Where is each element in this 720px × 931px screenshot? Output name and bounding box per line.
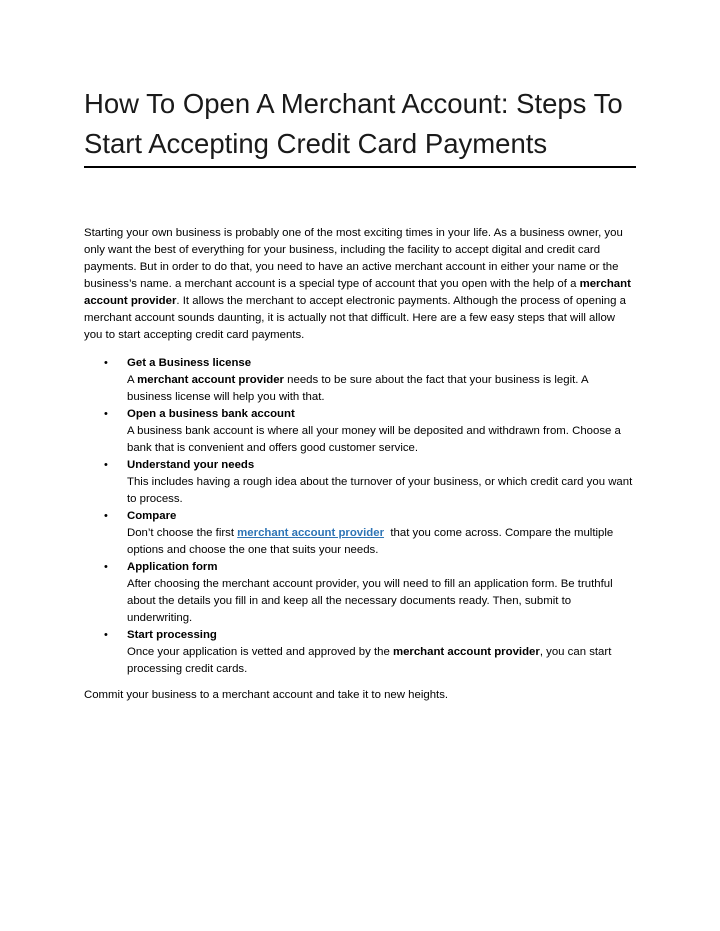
- step-description: This includes having a rough idea about the turnover of your business, or which credit card you want to process.: [127, 476, 633, 505]
- list-item: [84, 627, 636, 678]
- step-desc-bold: merchant account provider: [392, 646, 540, 658]
- bullet-icon: •: [104, 459, 108, 471]
- intro-text-2: . It allows the merchant to accept electronic payments. Although the process of opening a merchant account sounds daunting, it is actually not that difficult. Here are a few easy steps that will allow you to start accepting credit card payments.: [84, 295, 626, 341]
- list-item: [84, 508, 636, 559]
- bullet-icon: •: [104, 510, 108, 522]
- list-item: [84, 355, 636, 406]
- bullet-icon: •: [104, 357, 108, 369]
- step-desc-text: needs to be sure about the fact that your business is legit. A business license will help you with that.: [127, 374, 588, 403]
- bullet-icon: •: [104, 408, 108, 420]
- intro-text-1: Starting your own business is probably one of the most exciting times in your life. As a business owner, you only want the best of everything for your business, including the facility to accept digital and credit card payments. But in order to do that, you need to have an active merchant account in either your name or the business’s name. a merchant account is a special type of account that you open with the help of a: [84, 227, 623, 290]
- intro-paragraph: [84, 225, 636, 344]
- title-underline: [84, 166, 636, 168]
- step-description: [127, 644, 636, 678]
- step-description: After choosing the merchant account provider, you will need to fill an application form. Be truthful about the details you fill in and keep all the necessary documents ready. Then, submit to underwriting.: [127, 578, 613, 624]
- bullet-icon: •: [104, 561, 108, 573]
- step-description: A business bank account is where all your money will be deposited and withdrawn from. Choose a bank that is convenient and offers good customer service.: [127, 425, 621, 454]
- step-desc-text: , you can start processing credit cards.: [127, 646, 612, 675]
- step-desc-text: that you come across. Compare the multiple options and choose the one that suits your needs.: [127, 527, 617, 556]
- list-item: [84, 406, 636, 457]
- document-title: How To Open A Merchant Account: Steps To Start Accepting Credit Card Payments: [84, 88, 623, 159]
- step-title: Application form: [127, 561, 218, 573]
- step-desc-text: Once your application is vetted and approved by the: [127, 646, 393, 658]
- step-desc-bold: merchant account provider: [137, 374, 284, 386]
- intro-bold-term: merchant account provider: [84, 278, 631, 307]
- step-description: [127, 372, 636, 406]
- step-title: Start processing: [127, 629, 217, 641]
- step-description: [127, 525, 636, 559]
- step-title: Open a business bank account: [127, 408, 295, 420]
- bullet-icon: •: [104, 629, 108, 641]
- merchant-account-provider-link[interactable]: merchant account provider: [237, 527, 385, 539]
- step-title: Get a Business license: [127, 357, 252, 369]
- list-item: [84, 457, 636, 508]
- step-desc-text: A: [127, 374, 138, 386]
- steps-list: [84, 355, 636, 678]
- step-title: Understand your needs: [127, 459, 255, 471]
- step-title: Compare: [127, 510, 177, 522]
- list-item: [84, 559, 636, 627]
- document-body: [84, 225, 636, 704]
- step-desc-text: Don’t choose the first: [127, 527, 238, 539]
- closing-paragraph: Commit your business to a merchant account and take it to new heights.: [84, 689, 449, 701]
